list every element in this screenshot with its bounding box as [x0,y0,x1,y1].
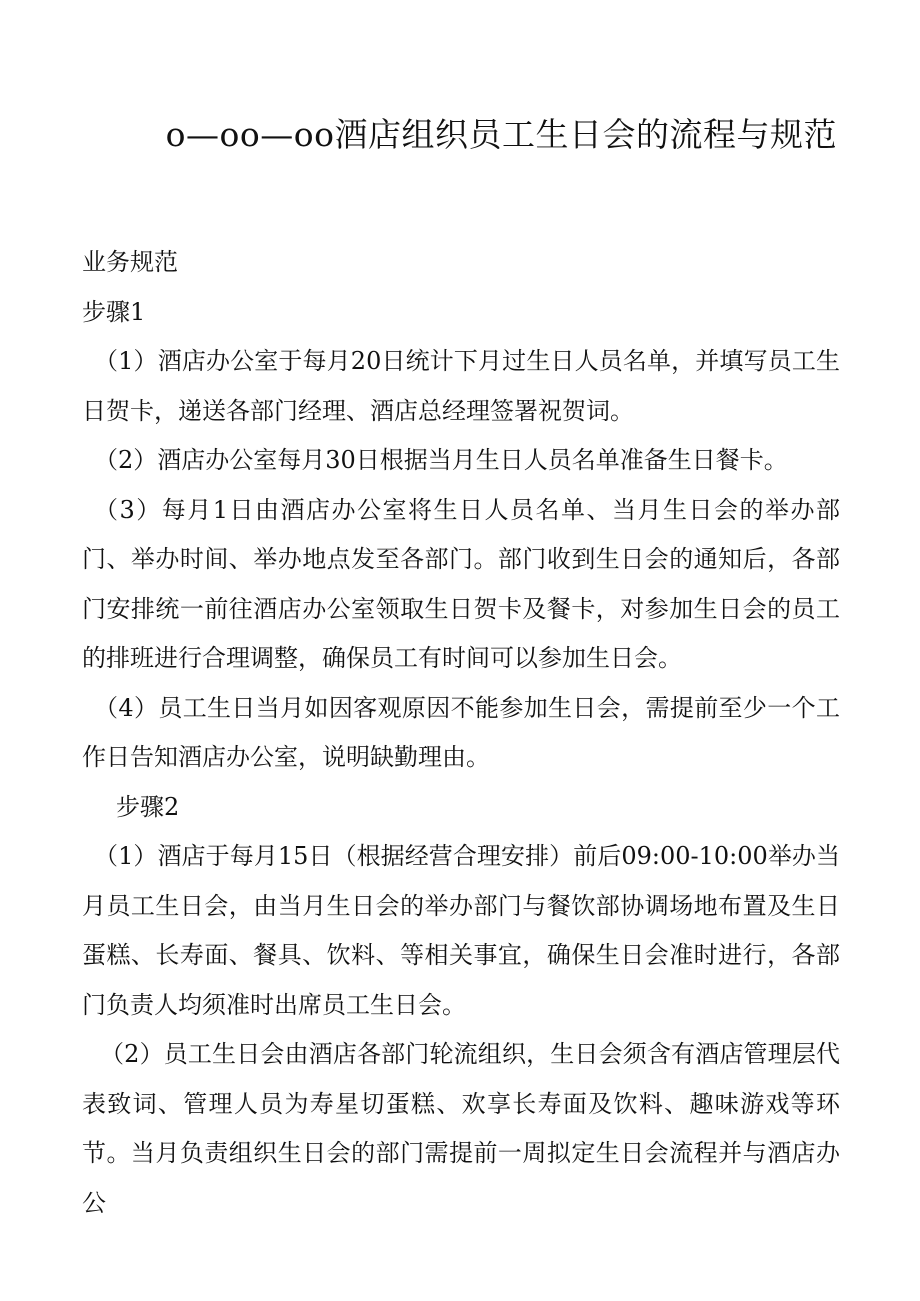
paragraph: （1）酒店于每月15日（根据经营合理安排）前后09:00-10:00举办当月员工生日会，由当月生日会的举办部门与餐饮部协调场地布置及生日蛋糕、长寿面、餐具、饮料、等相关事宜，确保生日会准时进行，各部门负责人均须准时出席员工生日会。 [82,842,840,1019]
document-body [82,238,840,1228]
paragraph: （4）员工生日当月如因客观原因不能参加生日会，需提前至少一个工作日告知酒店办公室，说明缺勤理由。 [82,693,840,771]
paragraph: （1）酒店办公室于每月20日统计下月过生日人员名单，并填写员工生日贺卡，递送各部门经理、酒店总经理签署祝贺词。 [82,347,840,425]
document-title: o—oo—oo酒店组织员工生日会的流程与规范 [165,115,837,154]
paragraph: （2）酒店办公室每月30日根据当月生日人员名单准备生日餐卡。 [94,446,788,474]
paragraph: （2）员工生日会由酒店各部门轮流组织，生日会须含有酒店管理层代表致词、管理人员为寿星切蛋糕、欢享长寿面及饮料、趣味游戏等环节。当月负责组织生日会的部门需提前一周拟定生日会流程并与酒店办公 [82,1040,840,1217]
step-label: 步骤1 [82,297,146,326]
step-label: 步骤2 [116,792,180,821]
section-heading: 业务规范 [82,248,178,276]
paragraph: （3）每月1日由酒店办公室将生日人员名单、当月生日会的举办部门、举办时间、举办地点发至各部门。部门收到生日会的通知后，各部门安排统一前往酒店办公室领取生日贺卡及餐卡，对参加生日会的员工的排班进行合理调整，确保员工有时间可以参加生日会。 [82,495,840,672]
